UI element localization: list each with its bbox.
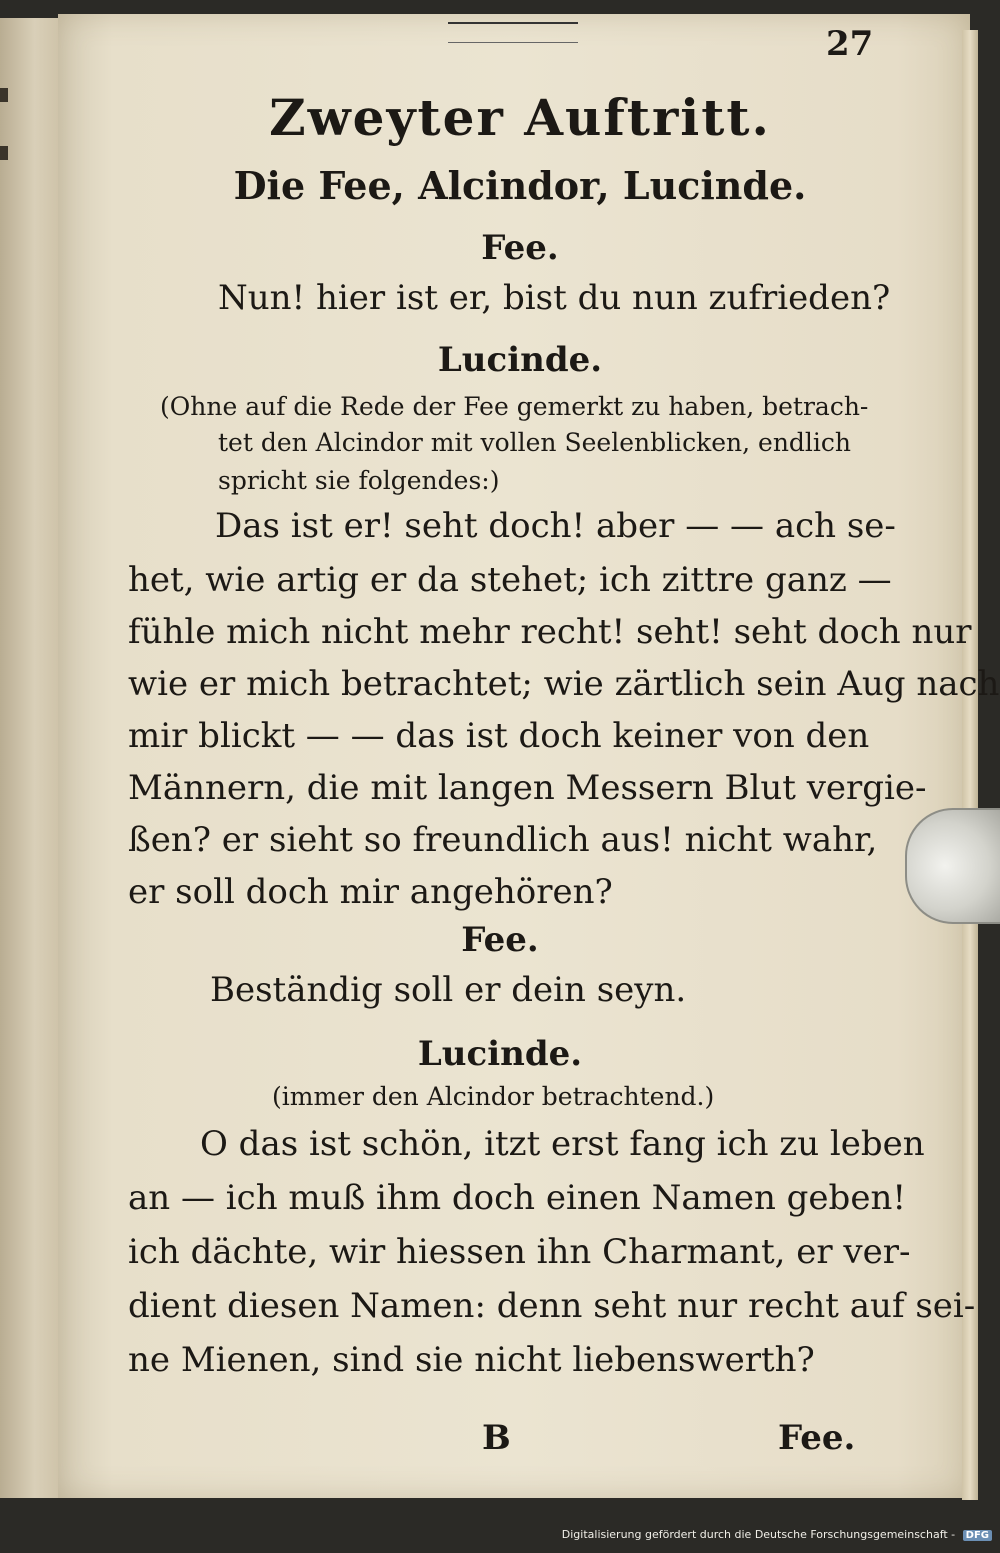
stage-direction: (Ohne auf die Rede der Fee gemerkt zu haben, betrach- [160, 392, 869, 421]
dialogue-line: an — ich muß ihm doch einen Namen geben! [128, 1178, 906, 1218]
page-number: 27 [826, 24, 874, 64]
speaker-name: Lucinde. [437, 340, 603, 380]
digitization-credit [562, 1528, 992, 1541]
dialogue-line: dient diesen Namen: denn seht nur recht auf sei- [128, 1286, 976, 1326]
page-stack-edge [962, 30, 978, 1500]
facing-page-mark [0, 88, 8, 102]
dialogue-line: Beständig soll er dein seyn. [210, 970, 687, 1010]
signature-mark: B [482, 1418, 511, 1458]
speaker-name: Fee. [481, 228, 559, 268]
stage-direction: tet den Alcindor mit vollen Seelenblicken, endlich [218, 428, 852, 457]
act-heading: Zweyter Auftritt. [269, 88, 771, 147]
dialogue-line: Männern, die mit langen Messern Blut vergie- [128, 768, 927, 808]
page-clip [905, 808, 1000, 924]
dialogue-line: ne Mienen, sind sie nicht liebenswerth? [128, 1340, 815, 1380]
dialogue-line: ßen? er sieht so freundlich aus! nicht wahr, [128, 820, 878, 860]
dfg-logo-icon: DFG [963, 1530, 992, 1541]
dialogue-line: fühle mich nicht mehr recht! seht! seht doch nur [128, 612, 972, 652]
credit-text: Digitalisierung gefördert durch die Deutsche Forschungsgemeinschaft - [561, 1528, 956, 1541]
speaker-name: Fee. [461, 920, 539, 960]
stage-direction: spricht sie folgendes:) [218, 466, 500, 495]
dialogue-line: ich dächte, wir hiessen ihn Charmant, er ver- [128, 1232, 911, 1272]
dialogue-line: mir blickt — — das ist doch keiner von den [128, 716, 870, 756]
dialogue-line: wie er mich betrachtet; wie zärtlich sein Aug nach [128, 664, 1000, 704]
stage-direction: (immer den Alcindor betrachtend.) [272, 1082, 715, 1111]
dialogue-line: het, wie artig er da stehet; ich zittre ganz — [128, 560, 892, 600]
cast-list: Die Fee, Alcindor, Lucinde. [233, 163, 807, 208]
header-ornament [448, 22, 578, 43]
speaker-name: Lucinde. [417, 1034, 583, 1074]
dialogue-line: O das ist schön, itzt erst fang ich zu leben [200, 1124, 925, 1164]
dialogue-line: Nun! hier ist er, bist du nun zufrieden? [218, 278, 891, 318]
catchword: Fee. [778, 1418, 856, 1458]
facing-page-mark [0, 146, 8, 160]
dialogue-line: er soll doch mir angehören? [128, 872, 613, 912]
dialogue-line: Das ist er! seht doch! aber — — ach se- [215, 506, 896, 546]
facing-page-edge [0, 18, 58, 1498]
